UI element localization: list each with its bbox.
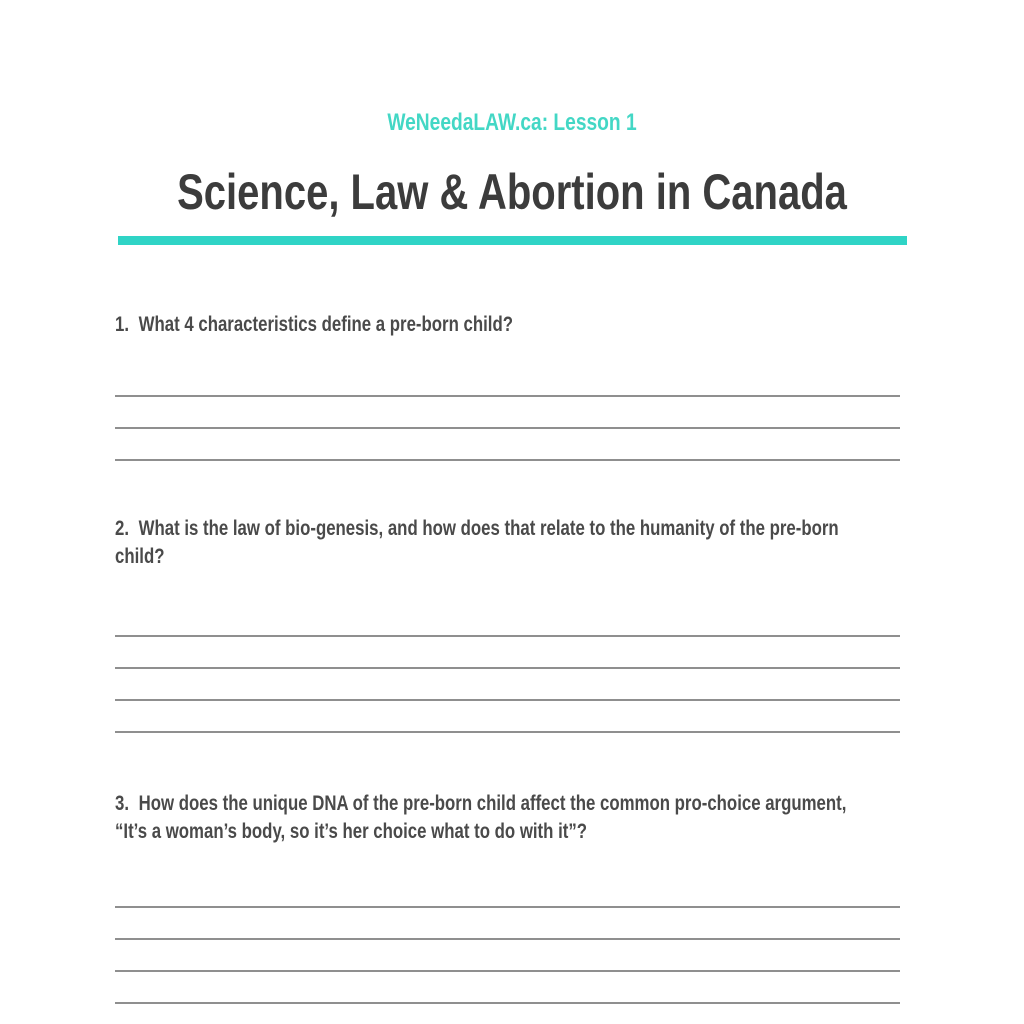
answer-line (115, 940, 900, 972)
question-text (115, 790, 875, 846)
answer-lines (115, 876, 900, 1004)
question-text (115, 515, 875, 571)
answer-line (115, 637, 900, 669)
answer-line (115, 908, 900, 940)
page-title: Science, Law & Abortion in Canada (177, 164, 847, 220)
questions-list (0, 311, 1024, 1004)
question-label: How does the unique DNA of the pre-born child affect the common pro-choice argument, “It’s a woman’s body, so it’s her choice what to do with it”? (115, 792, 847, 843)
title-divider (118, 236, 907, 245)
question-number: 3. (115, 792, 130, 815)
answer-line (115, 876, 900, 908)
answer-line (115, 365, 900, 397)
answer-line (115, 429, 900, 461)
question-number: 2. (115, 517, 130, 540)
question-label: What 4 characteristics define a pre-born child? (138, 313, 513, 336)
answer-line (115, 701, 900, 733)
question-label: What is the law of bio-genesis, and how does that relate to the humanity of the pre-born child? (115, 517, 839, 568)
answer-line (115, 397, 900, 429)
question-text (115, 311, 875, 339)
question-3 (115, 790, 1024, 1004)
question-2 (115, 515, 1024, 733)
answer-lines (115, 365, 900, 461)
answer-line (115, 972, 900, 1004)
answer-line (115, 605, 900, 637)
question-number: 1. (115, 313, 130, 336)
answer-line (115, 669, 900, 701)
lesson-heading: WeNeedaLAW.ca: Lesson 1 (387, 109, 637, 136)
answer-lines (115, 605, 900, 733)
question-1 (115, 311, 1024, 461)
